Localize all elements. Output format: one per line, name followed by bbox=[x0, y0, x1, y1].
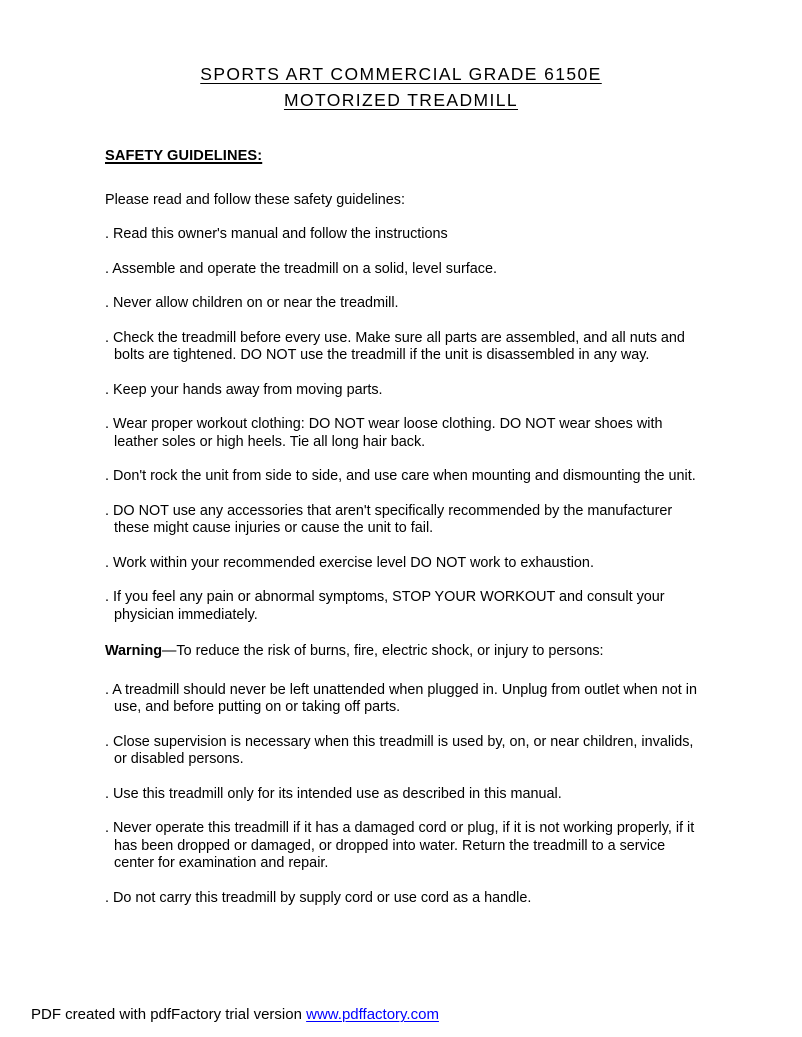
page-title bbox=[0, 62, 802, 112]
warning-label: Warning bbox=[105, 643, 163, 659]
list-item: . Use this treadmill only for its intended use as described in this manual. bbox=[105, 785, 562, 802]
document-body bbox=[105, 148, 705, 907]
warning-text: —To reduce the risk of burns, fire, electric shock, or injury to persons: bbox=[162, 643, 604, 659]
safety-intro-text: Please read and follow these safety guidelines: bbox=[105, 191, 405, 208]
pdf-footer-text: PDF created with pdfFactory trial version bbox=[31, 1006, 307, 1023]
list-item: . Wear proper workout clothing: DO NOT wear loose clothing. DO NOT wear shoes with leather soles or high heels. Tie all long hair back. bbox=[105, 416, 667, 450]
list-item: . Don't rock the unit from side to side, and use care when mounting and dismounting the unit. bbox=[105, 468, 696, 484]
warning-paragraph bbox=[105, 643, 705, 661]
list-item: . A treadmill should never be left unattended when plugged in. Unplug from outlet when not in use, and before putting on or taking off parts. bbox=[105, 681, 702, 715]
pdf-footer bbox=[31, 1005, 439, 1025]
list-item: . Do not carry this treadmill by supply cord or use cord as a handle. bbox=[105, 889, 532, 906]
safety-guidelines-heading-row bbox=[105, 148, 705, 166]
page-title-line-2: MOTORIZED TREADMILL bbox=[283, 90, 519, 110]
list-item: . DO NOT use any accessories that aren't specifically recommended by the manufacturer these might cause injuries or cause the unit to fail. bbox=[105, 502, 677, 536]
safety-guidelines-heading: SAFETY GUIDELINES: bbox=[105, 148, 263, 164]
list-item: . Work within your recommended exercise level DO NOT work to exhaustion. bbox=[105, 554, 594, 571]
list-item: . Never allow children on or near the treadmill. bbox=[105, 295, 399, 311]
pdffactory-link[interactable]: www.pdffactory.com bbox=[306, 1006, 439, 1023]
page-title-line-1: SPORTS ART COMMERCIAL GRADE 6150E bbox=[200, 64, 602, 84]
list-item: . Check the treadmill before every use. Make sure all parts are assembled, and all nuts and bolts are tightened. DO NOT use the treadmill if the unit is disassembled in any way. bbox=[105, 329, 689, 363]
list-item: . Assemble and operate the treadmill on a solid, level surface. bbox=[105, 260, 497, 277]
list-item: . Read this owner's manual and follow the instructions bbox=[105, 226, 448, 242]
list-item: . Never operate this treadmill if it has a damaged cord or plug, if it is not working properly, if it has been dropped or damaged, or dropped into water. Return the treadmill to a service center for examination and repair. bbox=[105, 820, 699, 871]
list-item: . Close supervision is necessary when this treadmill is used by, on, or near children, invalids, or disabled persons. bbox=[105, 733, 698, 767]
list-item: . If you feel any pain or abnormal symptoms, STOP YOUR WORKOUT and consult your physician immediately. bbox=[105, 589, 669, 623]
list-item: . Keep your hands away from moving parts. bbox=[105, 381, 383, 398]
